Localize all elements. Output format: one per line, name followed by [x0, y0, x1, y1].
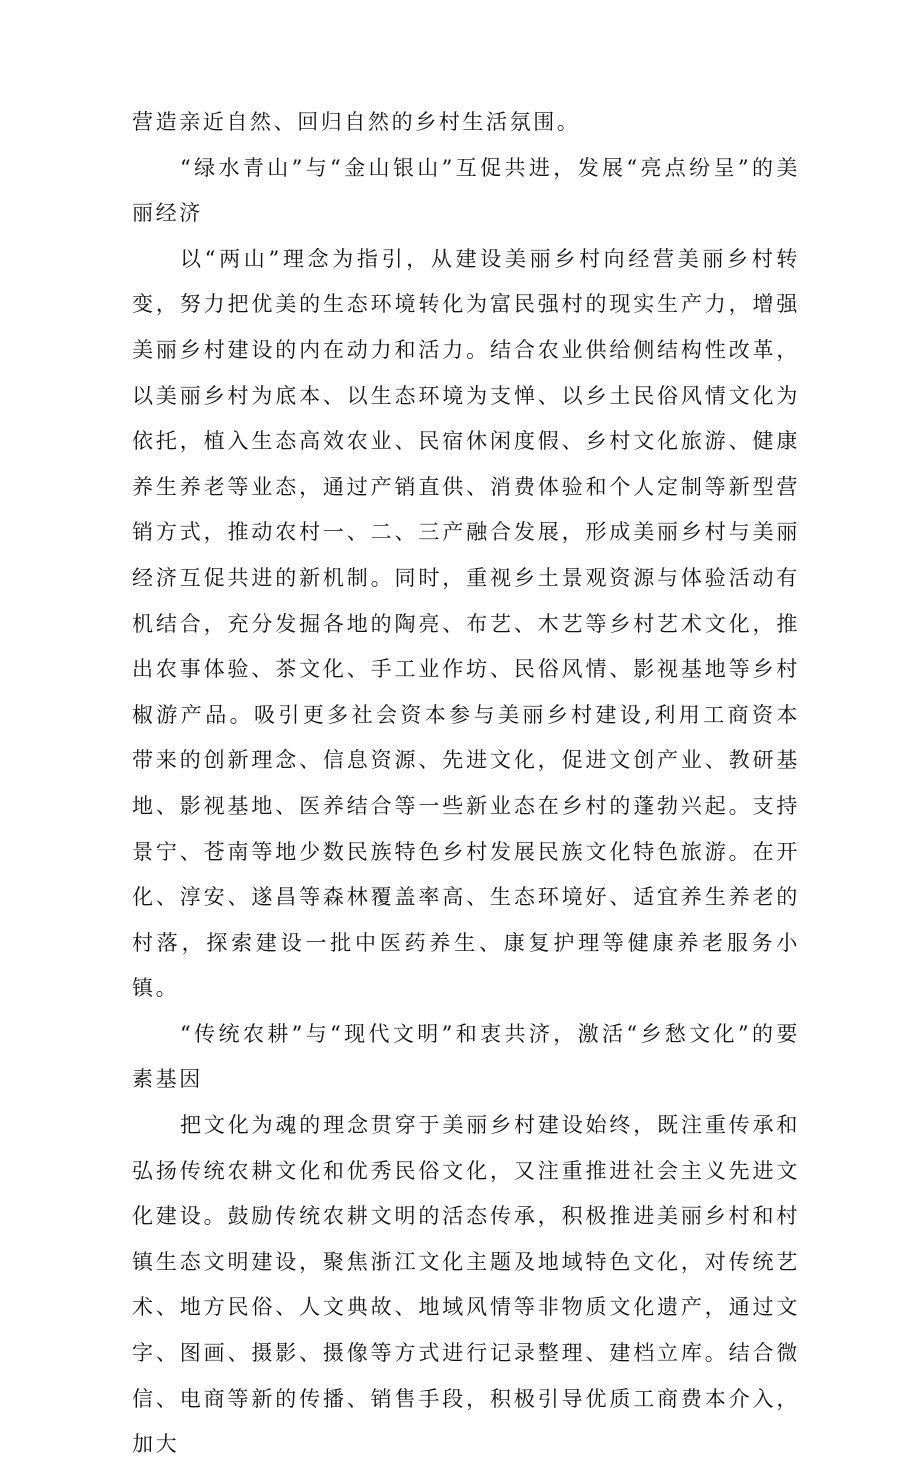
- paragraph-nostalgia-culture: 把文化为魂的理念贯穿于美丽乡村建设始终，既注重传承和弘扬传统农耕文化和优秀民俗文化，又注重推进社会主义先进文化建设。鼓励传统农耕文明的活态传承，积极推进美丽乡村和村镇生态文明建设，聚焦浙江文化主题及地域特色文化，对传统艺术、地方民俗、人文典故、地域风情等非物质文化遗产，通过文字、图画、摄影、摄像等方式进行记录整理、建档立库。结合微信、电商等新的传播、销售手段，积极引导优质工商费本介入，加大: [132, 1113, 800, 1457]
- section-heading-nostalgia-culture: “传统农耕”与“现代文明”和衷共济，激活“乡愁文化”的要素基因: [132, 1021, 800, 1092]
- paragraph-continuation: 营造亲近自然、回归自然的乡村生活氛围。: [132, 110, 581, 134]
- paragraph-beautiful-economy: 以“两山”理念为指引，从建设美丽乡村向经营美丽乡村转变，努力把优美的生态环境转化为富民强村的现实生产力，增强美丽乡村建设的内在动力和活力。结合农业供给侧结构性改革，以美丽乡村为底本、以生态环境为支惮、以乡土民俗风情文化为依托，植入生态高效农业、民宿休闲度假、乡村文化旅游、健康养生养老等业态，通过产销直供、消费体验和个人定制等新型营销方式，推动农村一、二、三产融合发展，形成美丽乡村与美丽经济互促共进的新机制。同时，重视乡土景观资源与体验活动有机结合，充分发掘各地的陶亮、布艺、木艺等乡村艺术文化，推出农事体验、茶文化、手工业作坊、民俗风情、影视基地等乡村椒游产品。吸引更多社会资本参与美丽乡村建设,利用工商资本带来的创新理念、信息资源、先进文化，促进文创产业、教研基地、影视基地、医养结合等一些新业态在乡村的蓬勃兴起。支持景宁、苍南等地少数民族特色乡村发展民族文化特色旅游。在开化、淳安、遂昌等森林覆盖率高、生态环境好、适宜养生养老的村落，探索建设一批中医药养生、康复护理等健康养老服务小镇。: [132, 246, 800, 1001]
- document-body: [132, 100, 800, 1468]
- section-heading-beautiful-economy: “绿水青山”与“金山银山”互促共进，发展“亮点纷呈”的美丽经济: [132, 155, 800, 226]
